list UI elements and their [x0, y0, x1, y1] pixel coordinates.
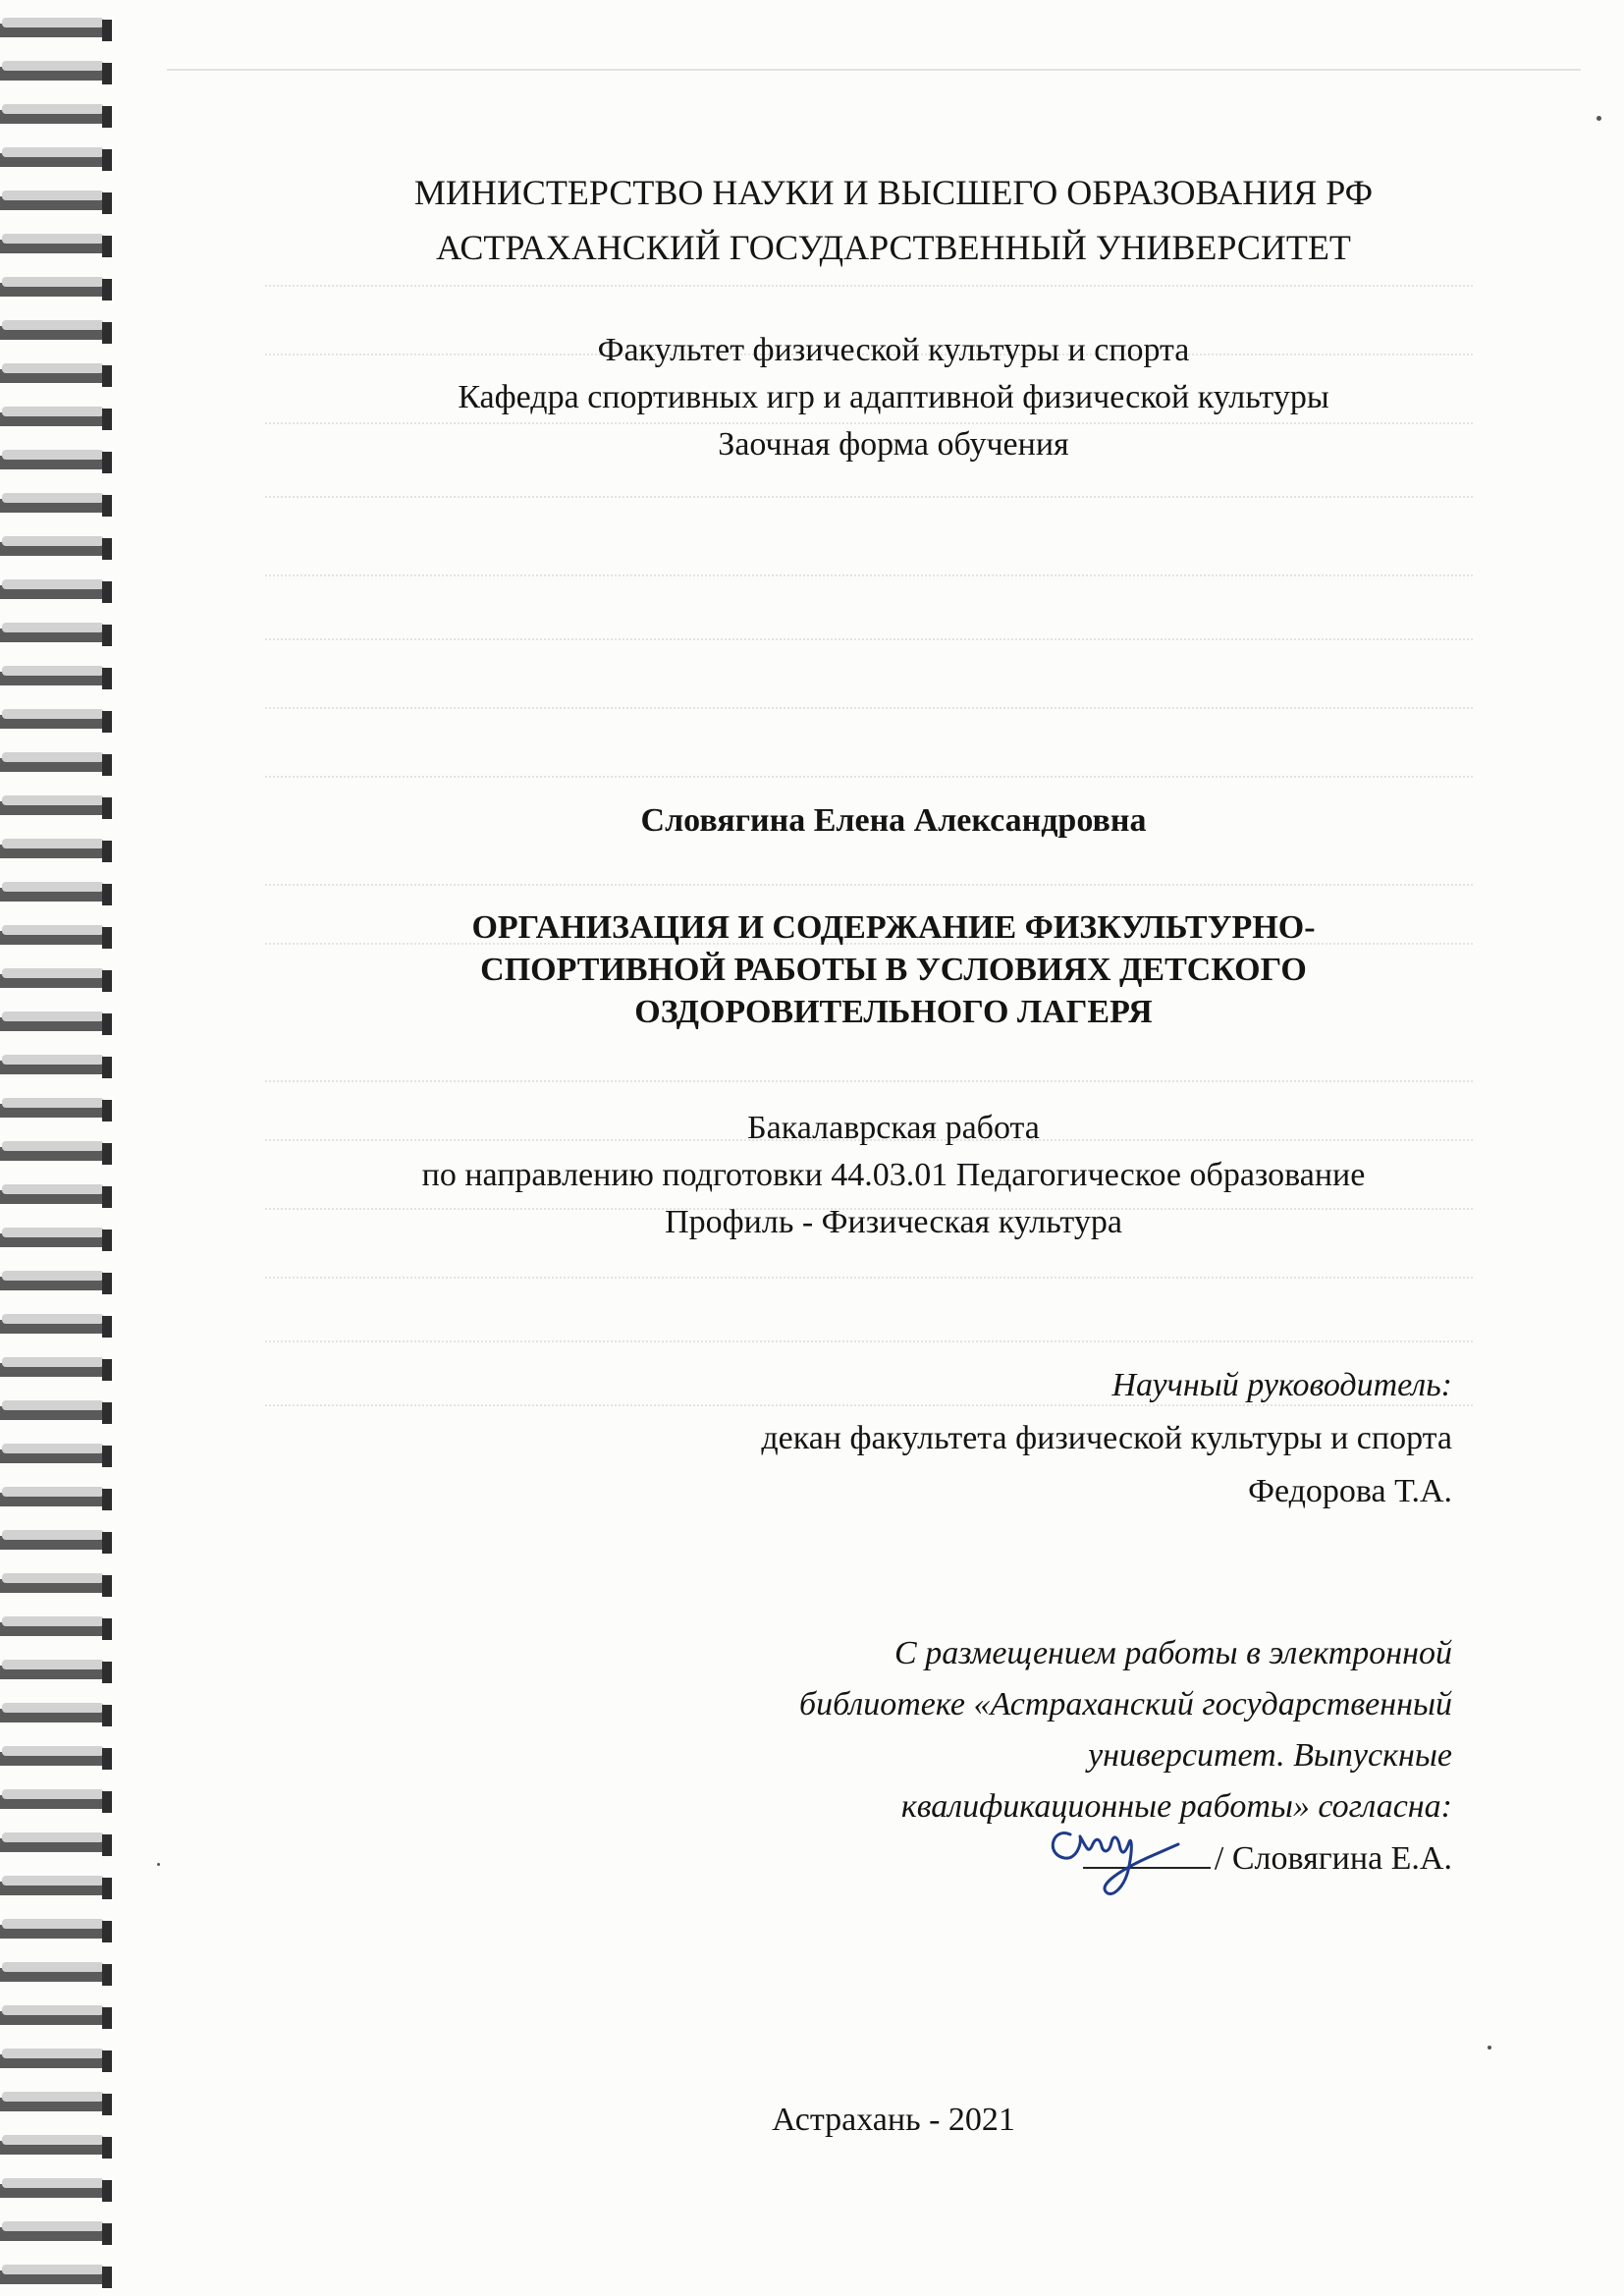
- binding-loop: [0, 2092, 112, 2115]
- binding-loop-wire: [2, 1746, 104, 1756]
- binding-hole: [102, 1143, 112, 1165]
- binding-loop: [0, 1011, 112, 1035]
- binding-loop-wire: [2, 1055, 104, 1065]
- binding-loop-wire: [2, 1011, 104, 1021]
- binding-loop-wire: [2, 2135, 104, 2145]
- binding-loop-wire: [2, 1660, 104, 1669]
- binding-loop: [0, 493, 112, 517]
- binding-loop-wire: [2, 925, 104, 935]
- binding-hole: [102, 1273, 112, 1294]
- binding-loop: [0, 1228, 112, 1251]
- binding-hole: [102, 754, 112, 776]
- binding-loop-wire: [2, 968, 104, 978]
- binding-hole: [102, 1921, 112, 1942]
- binding-hole: [102, 1057, 112, 1078]
- binding-loop-wire: [2, 234, 104, 244]
- binding-loop: [0, 752, 112, 776]
- bleed-through-line: [265, 1277, 1473, 1279]
- binding-loop-wire: [2, 104, 104, 114]
- binding-loop: [0, 450, 112, 473]
- binding-hole: [102, 1186, 112, 1208]
- bleed-through-line: [265, 638, 1473, 640]
- binding-loop: [0, 1055, 112, 1078]
- binding-hole: [102, 2137, 112, 2159]
- binding-loop: [0, 666, 112, 689]
- binding-loop: [0, 1660, 112, 1683]
- binding-loop: [0, 191, 112, 214]
- binding-hole: [102, 1964, 112, 1986]
- binding-loop: [0, 2135, 112, 2159]
- binding-hole: [102, 1359, 112, 1381]
- binding-hole: [102, 20, 112, 41]
- binding-loop: [0, 1271, 112, 1294]
- binding-loop: [0, 795, 112, 819]
- binding-hole: [102, 409, 112, 430]
- binding-loop: [0, 1919, 112, 1942]
- binding-loop: [0, 1357, 112, 1381]
- binding-loop: [0, 1487, 112, 1510]
- binding-loop-wire: [2, 147, 104, 157]
- binding-loop: [0, 2265, 112, 2288]
- binding-hole: [102, 106, 112, 128]
- binding-hole: [102, 884, 112, 905]
- binding-hole: [102, 236, 112, 257]
- binding-loop: [0, 2178, 112, 2202]
- thesis-title-line: СПОРТИВНОЙ РАБОТЫ В УСЛОВИЯХ ДЕТСКОГО: [480, 952, 1307, 988]
- binding-hole: [102, 2180, 112, 2202]
- binding-loop-wire: [2, 320, 104, 330]
- binding-loop: [0, 623, 112, 646]
- binding-loop-wire: [2, 2092, 104, 2102]
- binding-loop-wire: [2, 1228, 104, 1237]
- binding-hole: [102, 1013, 112, 1035]
- bleed-through-line: [265, 496, 1473, 498]
- binding-loop-wire: [2, 1962, 104, 1972]
- binding-hole: [102, 841, 112, 862]
- binding-loop: [0, 1098, 112, 1121]
- binding-loop-wire: [2, 1141, 104, 1151]
- work-type: Бакалаврская работа: [747, 1110, 1040, 1146]
- binding-loop-wire: [2, 882, 104, 892]
- binding-loop: [0, 882, 112, 905]
- binding-loop-wire: [2, 1314, 104, 1324]
- binding-loop-wire: [2, 18, 104, 27]
- binding-loop: [0, 1573, 112, 1597]
- consent-line: библиотеке «Астраханский государственный: [799, 1686, 1452, 1722]
- binding-loop: [0, 1703, 112, 1726]
- binding-hole: [102, 1575, 112, 1597]
- bleed-through-line: [265, 574, 1473, 576]
- department-name: Кафедра спортивных игр и адаптивной физической культуры: [458, 379, 1329, 415]
- binding-loop: [0, 839, 112, 862]
- binding-loop: [0, 1314, 112, 1338]
- binding-hole: [102, 1489, 112, 1510]
- binding-hole: [102, 2267, 112, 2288]
- binding-hole: [102, 2007, 112, 2029]
- binding-loop-wire: [2, 1400, 104, 1410]
- binding-loop-wire: [2, 1789, 104, 1799]
- binding-loop-wire: [2, 666, 104, 676]
- binding-loop: [0, 1876, 112, 1899]
- binding-loop: [0, 2005, 112, 2029]
- binding-loop-wire: [2, 579, 104, 589]
- binding-loop-wire: [2, 1487, 104, 1497]
- handwritten-signature: [1031, 1797, 1188, 1915]
- binding-loop: [0, 104, 112, 128]
- binding-loop-wire: [2, 493, 104, 503]
- binding-hole: [102, 1878, 112, 1899]
- binding-loop: [0, 925, 112, 949]
- binding-loop: [0, 709, 112, 733]
- binding-hole: [102, 1402, 112, 1424]
- binding-loop-wire: [2, 61, 104, 71]
- binding-hole: [102, 1791, 112, 1813]
- binding-loop-wire: [2, 1876, 104, 1886]
- binding-loop: [0, 536, 112, 560]
- study-form: Заочная форма обучения: [718, 426, 1069, 463]
- binding-hole: [102, 1834, 112, 1856]
- thesis-title: [275, 906, 1512, 1033]
- binding-loop-wire: [2, 277, 104, 287]
- binding-loop: [0, 1616, 112, 1640]
- binding-loop: [0, 1184, 112, 1208]
- supervisor-name: Федорова Т.А.: [1248, 1473, 1452, 1509]
- binding-hole: [102, 538, 112, 560]
- binding-hole: [102, 2050, 112, 2072]
- binding-loop-wire: [2, 709, 104, 719]
- ministry-name: МИНИСТЕРСТВО НАУКИ И ВЫСШЕГО ОБРАЗОВАНИЯ РФ: [413, 173, 1374, 212]
- binding-hole: [102, 1618, 112, 1640]
- binding-loop-wire: [2, 1098, 104, 1108]
- binding-loop: [0, 320, 112, 344]
- binding-hole: [102, 279, 112, 301]
- binding-loop-wire: [2, 623, 104, 632]
- binding-loop-wire: [2, 1357, 104, 1367]
- binding-loop-wire: [2, 2265, 104, 2274]
- binding-hole: [102, 63, 112, 84]
- binding-loop-wire: [2, 363, 104, 373]
- scan-speck: [157, 1863, 160, 1866]
- bleed-through-line: [265, 285, 1473, 287]
- binding-loop-wire: [2, 1184, 104, 1194]
- binding-loop: [0, 147, 112, 171]
- ministry-heading: [275, 165, 1512, 275]
- binding-hole: [102, 1532, 112, 1554]
- binding-loop-wire: [2, 1444, 104, 1453]
- binding-hole: [102, 452, 112, 473]
- study-direction: по направлению подготовки 44.03.01 Педагогическое образование: [421, 1157, 1366, 1193]
- binding-loop-wire: [2, 191, 104, 200]
- work-type-block: [275, 1105, 1512, 1246]
- binding-loop-wire: [2, 1616, 104, 1626]
- binding-loop-wire: [2, 1573, 104, 1583]
- binding-hole: [102, 1230, 112, 1251]
- scan-speck: [1488, 2046, 1491, 2050]
- binding-loop-wire: [2, 795, 104, 805]
- binding-loop: [0, 1141, 112, 1165]
- binding-loop: [0, 234, 112, 257]
- binding-hole: [102, 322, 112, 344]
- supervisor-block: [761, 1359, 1452, 1518]
- binding-loop: [0, 968, 112, 992]
- consent-line: С размещением работы в электронной: [894, 1635, 1452, 1671]
- binding-loop-wire: [2, 450, 104, 460]
- binding-loop-wire: [2, 2178, 104, 2188]
- binding-hole: [102, 711, 112, 733]
- page-edge-shadow: [167, 69, 1581, 71]
- supervisor-label: Научный руководитель:: [1111, 1367, 1452, 1403]
- binding-loop-wire: [2, 752, 104, 762]
- binding-hole: [102, 1662, 112, 1683]
- binding-hole: [102, 797, 112, 819]
- binding-hole: [102, 625, 112, 646]
- binding-hole: [102, 970, 112, 992]
- city-and-year: Астрахань - 2021: [772, 2102, 1015, 2138]
- binding-loop: [0, 1962, 112, 1986]
- binding-loop-wire: [2, 2005, 104, 2015]
- binding-loop-wire: [2, 1271, 104, 1281]
- consent-line: квалификационные работы» согласна:: [900, 1788, 1452, 1825]
- binding-hole: [102, 365, 112, 387]
- binding-hole: [102, 581, 112, 603]
- binding-loop-wire: [2, 1703, 104, 1713]
- binding-hole: [102, 495, 112, 517]
- binding-loop: [0, 1832, 112, 1856]
- bleed-through-line: [265, 776, 1473, 778]
- supervisor-position: декан факультета физической культуры и спорта: [761, 1420, 1452, 1456]
- binding-loop: [0, 18, 112, 41]
- binding-loop: [0, 277, 112, 301]
- binding-loop: [0, 2221, 112, 2245]
- spiral-binding: [0, 0, 128, 2296]
- binding-loop: [0, 1530, 112, 1554]
- binding-loop: [0, 2049, 112, 2072]
- university-name: АСТРАХАНСКИЙ ГОСУДАРСТВЕННЫЙ УНИВЕРСИТЕТ: [436, 228, 1351, 267]
- binding-loop-wire: [2, 1919, 104, 1929]
- binding-loop-wire: [2, 2049, 104, 2058]
- consent-line: университет. Выпускные: [1088, 1737, 1452, 1774]
- binding-loop-wire: [2, 2221, 104, 2231]
- binding-loop-wire: [2, 1832, 104, 1842]
- signer-name: / Словягина Е.А.: [1214, 1840, 1452, 1877]
- faculty-name: Факультет физической культуры и спорта: [597, 332, 1190, 368]
- binding-loop: [0, 1746, 112, 1770]
- bleed-through-line: [265, 1080, 1473, 1082]
- binding-hole: [102, 1100, 112, 1121]
- binding-loop: [0, 407, 112, 430]
- binding-hole: [102, 2094, 112, 2115]
- binding-hole: [102, 1316, 112, 1338]
- binding-loop-wire: [2, 1530, 104, 1540]
- bleed-through-line: [265, 707, 1473, 709]
- binding-hole: [102, 1748, 112, 1770]
- binding-loop: [0, 61, 112, 84]
- binding-hole: [102, 192, 112, 214]
- scan-speck: [1597, 116, 1601, 121]
- bleed-through-line: [265, 1340, 1473, 1342]
- binding-hole: [102, 927, 112, 949]
- binding-hole: [102, 1446, 112, 1467]
- thesis-title-line: ОЗДОРОВИТЕЛЬНОГО ЛАГЕРЯ: [634, 994, 1153, 1030]
- binding-loop-wire: [2, 407, 104, 416]
- binding-loop: [0, 1400, 112, 1424]
- binding-loop: [0, 1789, 112, 1813]
- author-name: Словягина Елена Александровна: [640, 802, 1147, 839]
- binding-loop-wire: [2, 536, 104, 546]
- binding-loop: [0, 579, 112, 603]
- binding-hole: [102, 149, 112, 171]
- study-profile: Профиль - Физическая культура: [665, 1204, 1122, 1240]
- binding-loop: [0, 363, 112, 387]
- faculty-block: [275, 327, 1512, 468]
- binding-hole: [102, 2223, 112, 2245]
- binding-hole: [102, 1705, 112, 1726]
- binding-hole: [102, 668, 112, 689]
- thesis-title-line: ОРГАНИЗАЦИЯ И СОДЕРЖАНИЕ ФИЗКУЛЬТУРНО-: [471, 909, 1316, 946]
- bleed-through-line: [265, 884, 1473, 886]
- binding-loop-wire: [2, 839, 104, 848]
- binding-loop: [0, 1444, 112, 1467]
